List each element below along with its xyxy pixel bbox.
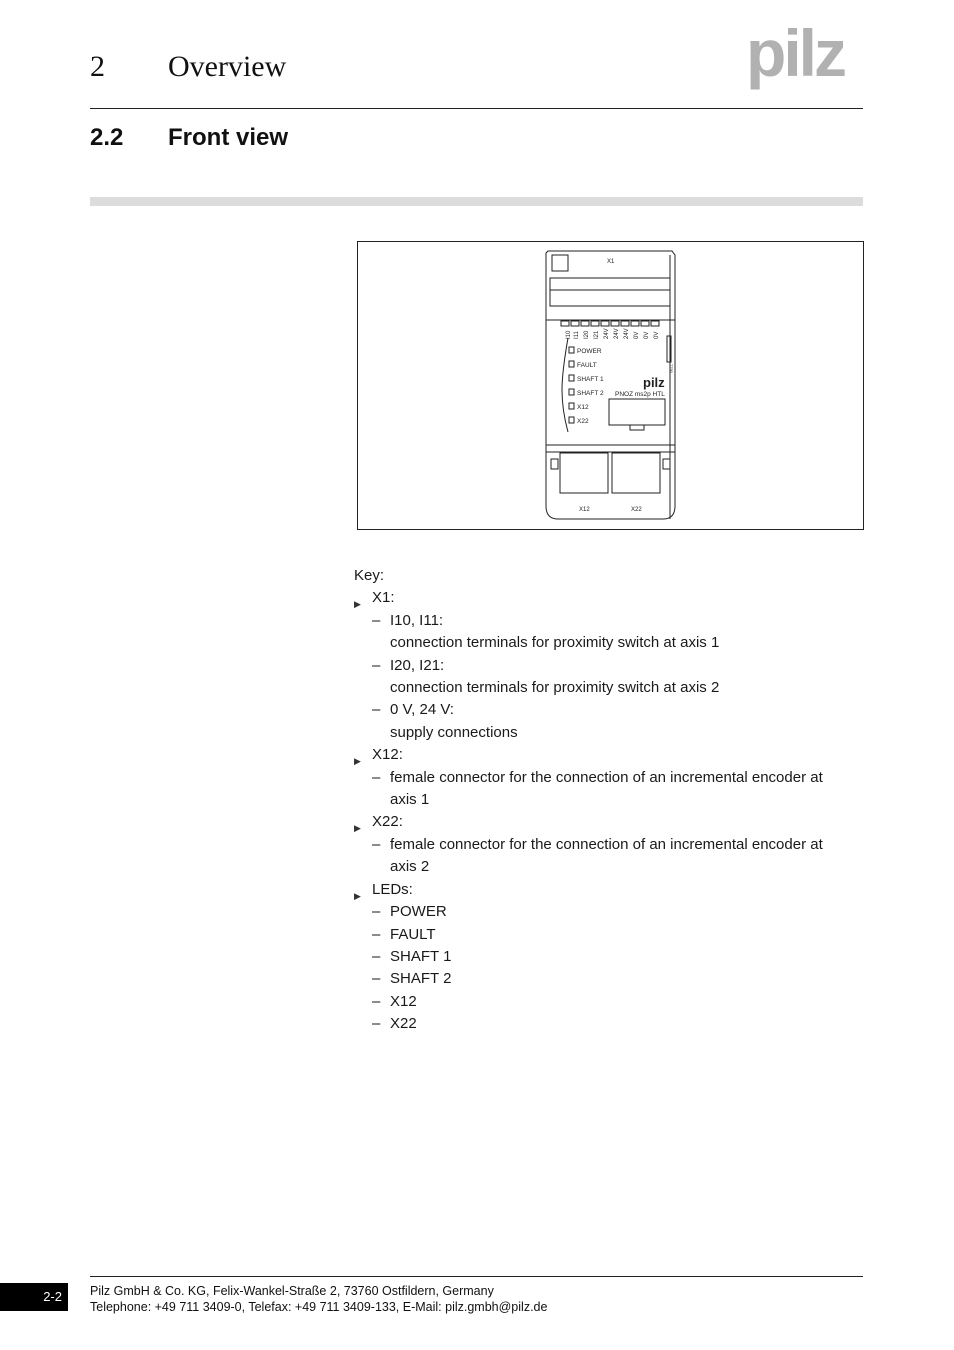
key-item-text: connection terminals for proximity switch at axis 1 <box>390 634 720 652</box>
key-item <box>354 610 864 632</box>
key-item <box>354 587 864 609</box>
key-list <box>354 565 864 1036</box>
x22-bottom-label: X22 <box>631 507 642 513</box>
led-indicators <box>569 347 574 423</box>
led-label-power: POWER <box>577 348 602 355</box>
key-item <box>354 655 864 677</box>
key-item <box>354 811 864 833</box>
key-item-text: connection terminals for proximity switch at axis 2 <box>390 679 720 697</box>
page-number: 2-2 <box>0 1283 68 1311</box>
key-item <box>354 834 864 856</box>
key-item <box>354 744 864 766</box>
front-view-figure <box>357 241 864 530</box>
key-item-text: female connector for the connection of an incremental encoder at <box>390 835 823 853</box>
dash-marker: – <box>372 992 381 1010</box>
led-label-shaft2: SHAFT 2 <box>577 390 604 397</box>
device-model: PNOZ ms2p HTL <box>615 391 665 398</box>
dash-marker: – <box>372 611 381 629</box>
led-label-x12: X12 <box>577 404 589 411</box>
footer-line-1: Pilz GmbH & Co. KG, Felix-Wankel-Straße 2, 73760 Ostfildern, Germany <box>90 1284 494 1298</box>
key-item-text: SHAFT 2 <box>390 970 452 988</box>
bullet-triangle-icon: ▶ <box>354 823 361 834</box>
dash-marker: – <box>372 925 381 943</box>
key-item-text: POWER <box>390 903 447 921</box>
key-rows <box>354 587 864 1035</box>
terminal-label: 24V <box>624 328 630 339</box>
key-item-text: I20, I21: <box>390 656 445 674</box>
key-item-text: X22 <box>390 1015 417 1033</box>
dash-marker: – <box>372 656 381 674</box>
chapter-number: 2 <box>90 50 105 83</box>
terminal-label: 0V <box>644 331 650 339</box>
section-number: 2.2 <box>90 124 124 151</box>
x1-terminal-block <box>550 278 670 306</box>
terminal-screws <box>561 321 659 326</box>
bullet-triangle-icon: ▶ <box>354 890 361 901</box>
pilz-logo: pilz <box>746 16 844 90</box>
key-item <box>354 767 864 789</box>
key-item-text: X12: <box>372 746 403 764</box>
x12-bottom-label: X12 <box>579 507 590 513</box>
key-item <box>354 879 864 901</box>
chapter-title: Overview <box>168 50 287 83</box>
dash-marker: – <box>372 835 381 853</box>
key-item-text: X22: <box>372 813 403 831</box>
x1-label: X1 <box>607 259 615 265</box>
section-heading <box>90 124 288 152</box>
key-item-text: X1: <box>372 589 395 607</box>
x12-connector <box>560 453 608 493</box>
led-label-shaft1: SHAFT 1 <box>577 376 604 383</box>
key-heading: Key: <box>354 567 385 584</box>
key-item <box>354 991 864 1013</box>
key-item <box>354 722 864 744</box>
device-drawing <box>358 242 863 529</box>
x22-connector <box>612 453 660 493</box>
led-bracket <box>562 338 568 432</box>
terminal-label: 0V <box>654 331 660 339</box>
key-item <box>354 789 864 811</box>
terminal-label: 0V <box>634 331 640 339</box>
footer-line-2: Telephone: +49 711 3409-0, Telefax: +49 711 3409-133, E-Mail: pilz.gmbh@pilz.de <box>90 1300 548 1314</box>
key-item <box>354 677 864 699</box>
terminal-label: 24V <box>614 328 620 339</box>
bullet-triangle-icon: ▶ <box>354 599 361 610</box>
key-item <box>354 946 864 968</box>
chapter-heading <box>90 50 286 84</box>
key-item-text: 0 V, 24 V: <box>390 701 454 719</box>
terminal-label: 24V <box>604 328 610 339</box>
bullet-triangle-icon: ▶ <box>354 756 361 767</box>
terminal-label: I11 <box>574 331 580 339</box>
key-item-text: female connector for the connection of an incremental encoder at <box>390 768 823 786</box>
key-item <box>354 856 864 878</box>
key-item-text: axis 2 <box>390 858 430 876</box>
device-brand: pilz <box>643 375 665 390</box>
terminal-label: I10 <box>566 330 572 339</box>
dash-marker: – <box>372 701 381 719</box>
terminal-label: I20 <box>584 330 590 339</box>
dash-marker: – <box>372 947 381 965</box>
key-item-text: X12 <box>390 992 417 1010</box>
key-item <box>354 1013 864 1035</box>
section-title: Front view <box>168 124 289 151</box>
terminal-label: I21 <box>594 330 600 339</box>
header-rule <box>90 108 863 109</box>
footer-address <box>90 1283 547 1315</box>
section-divider <box>90 197 863 206</box>
footer-rule <box>90 1276 863 1277</box>
dash-marker: – <box>372 970 381 988</box>
key-item <box>354 968 864 990</box>
led-label-x22: X22 <box>577 418 589 425</box>
key-item-text: LEDs: <box>372 880 413 898</box>
dash-marker: – <box>372 903 381 921</box>
key-item-text: I10, I11: <box>390 611 444 629</box>
key-item-text: SHAFT 1 <box>390 947 452 965</box>
led-label-fault: FAULT <box>577 362 597 369</box>
x1-latch <box>552 255 568 271</box>
key-item <box>354 632 864 654</box>
key-item-text: supply connections <box>390 723 518 741</box>
key-item <box>354 699 864 721</box>
key-item-text: axis 1 <box>390 791 430 809</box>
display-window <box>609 399 665 425</box>
key-item <box>354 924 864 946</box>
dash-marker: – <box>372 768 381 786</box>
dash-marker: – <box>372 1015 381 1033</box>
key-item <box>354 901 864 923</box>
side-mark: 7790 <box>669 364 674 373</box>
key-item-text: FAULT <box>390 925 436 943</box>
